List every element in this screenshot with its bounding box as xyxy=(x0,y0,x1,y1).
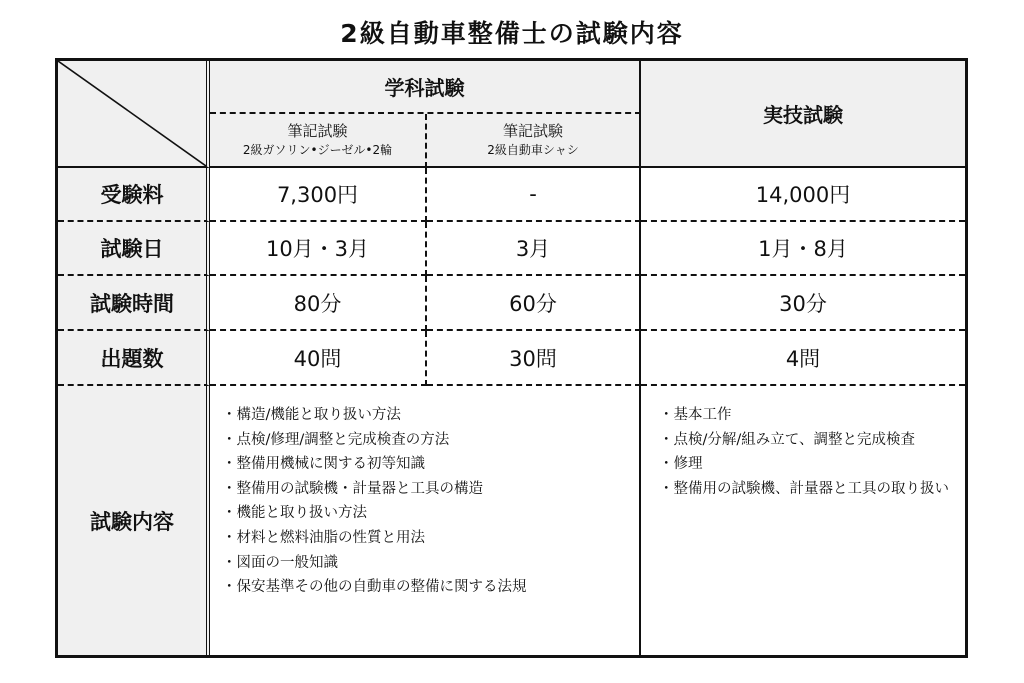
header-jitsugi: 実技試験 xyxy=(641,61,965,168)
row-label-content: 試験内容 xyxy=(58,386,210,655)
sub-header-line1: 筆記試験 xyxy=(287,122,348,140)
content-gakka xyxy=(210,386,641,655)
gakka-topic-list xyxy=(222,403,527,600)
sub-header-line2: 2級自動車シャシ xyxy=(487,143,579,157)
row-label-duration: 試験時間 xyxy=(58,276,210,331)
sub-header-line1: 筆記試験 xyxy=(502,122,563,140)
list-item: ・ 保安基準その他の自動車の整備に関する法規 xyxy=(222,575,527,600)
page-title: 2級自動車整備士の試験内容 xyxy=(340,19,684,48)
duration-written-2: 60分 xyxy=(427,276,641,331)
corner-diagonal xyxy=(58,61,206,166)
list-item: ・ 図面の一般知識 xyxy=(222,551,527,576)
list-item: ・ 整備用の試験機、計量器と工具の取り扱い xyxy=(659,477,953,502)
questions-written-2: 30問 xyxy=(427,331,641,386)
sub-header-line2: 2級ガソリン•ジーゼル•2輪 xyxy=(242,143,393,157)
corner-cell xyxy=(58,61,210,168)
list-item: ・ 機能と取り扱い方法 xyxy=(222,501,527,526)
date-written-2: 3月 xyxy=(427,222,641,276)
questions-practical: 4問 xyxy=(641,331,965,386)
duration-practical: 30分 xyxy=(641,276,965,331)
header-gakka: 学科試験 xyxy=(210,61,641,114)
fee-written-1: 7,300円 xyxy=(210,168,427,222)
content-jitsugi xyxy=(641,386,965,655)
duration-written-1: 80分 xyxy=(210,276,427,331)
list-item: ・ 整備用機械に関する初等知識 xyxy=(222,452,527,477)
header-sub-written-1 xyxy=(210,114,427,168)
fee-written-2: - xyxy=(427,168,641,222)
list-item: ・ 修理 xyxy=(659,452,953,477)
date-practical: 1月・8月 xyxy=(641,222,965,276)
row-label-questions: 出題数 xyxy=(58,331,210,386)
list-item: ・ 基本工作 xyxy=(659,403,953,428)
list-item: ・ 構造/機能と取り扱い方法 xyxy=(222,403,527,428)
exam-table xyxy=(55,58,968,658)
row-label-date: 試験日 xyxy=(58,222,210,276)
fee-practical: 14,000円 xyxy=(641,168,965,222)
list-item: ・ 材料と燃料油脂の性質と用法 xyxy=(222,526,527,551)
jitsugi-topic-list xyxy=(659,403,953,501)
date-written-1: 10月・3月 xyxy=(210,222,427,276)
questions-written-1: 40問 xyxy=(210,331,427,386)
list-item: ・ 点検/修理/調整と完成検査の方法 xyxy=(222,428,527,453)
list-item: ・ 点検/分解/組み立て、調整と完成検査 xyxy=(659,428,953,453)
header-sub-written-2 xyxy=(427,114,641,168)
row-label-fee: 受験料 xyxy=(58,168,210,222)
list-item: ・ 整備用の試験機・計量器と工具の構造 xyxy=(222,477,527,502)
